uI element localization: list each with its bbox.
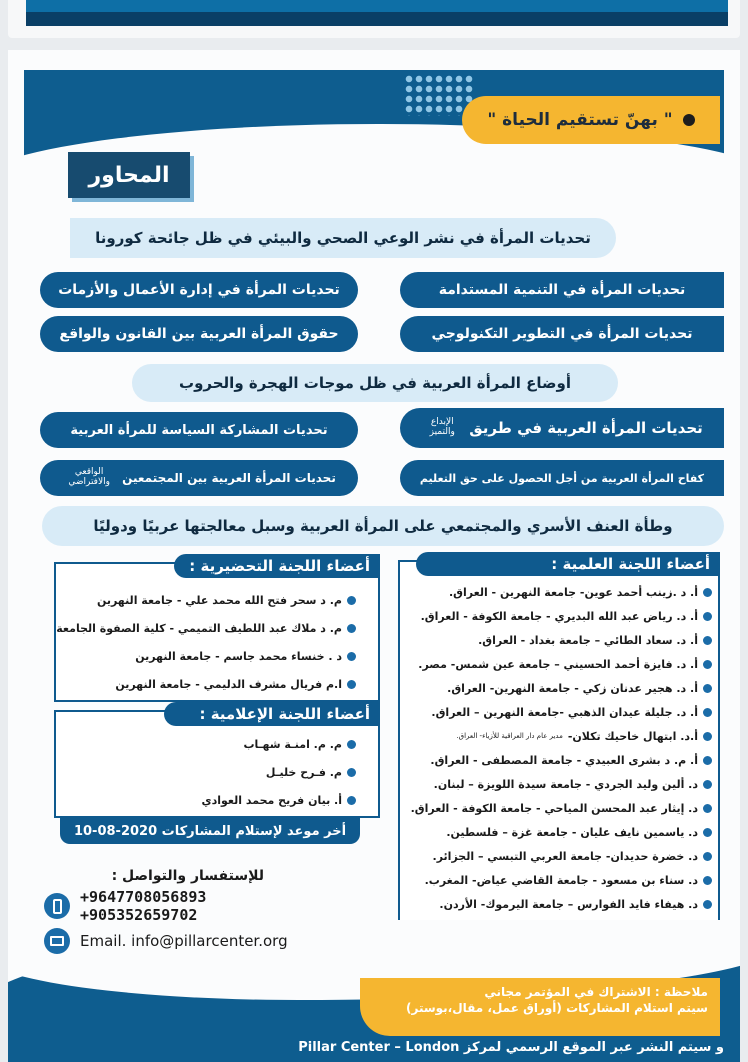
axis-pill-8-text: تحديات المرأة العربية في طريق: [469, 419, 703, 437]
contact-block: [44, 868, 374, 954]
bullet-icon: [703, 708, 712, 717]
phone-icon: [44, 893, 70, 919]
bullet-icon: [703, 660, 712, 669]
list-item: د. سناء بن مسعود - جامعة القاضي عياض- المغرب.: [412, 868, 712, 892]
list-item: ا.م فريال مشرف الدليمي - جامعة النهرين: [46, 670, 356, 698]
axis-pill-1: تحديات المرأة في نشر الوعي الصحي والبيئي في ظل جائحة كورونا: [70, 218, 616, 258]
bullet-icon: [703, 756, 712, 765]
list-item: أ. د. هجير عدنان زكي - جامعة النهرين- العراق.: [412, 676, 712, 700]
list-item: د . خنساء محمد جاسم - جامعة النهرين: [46, 642, 356, 670]
bullet-icon: [703, 636, 712, 645]
preparatory-committee-list: [46, 586, 356, 698]
publication-note: و سيتم النشر عبر الموقع الرسمي لمركز Pillar Center – London: [298, 1040, 724, 1055]
slogan-text: " بهنّ تستقيم الحياة ": [487, 110, 673, 130]
list-item: أ. د. سعاد الطائي – جامعة بغداد - العراق.: [412, 628, 712, 652]
deadline-banner: أخر موعد لإستلام المشاركات 2020-08-10: [60, 818, 360, 844]
top-stripe: [26, 0, 728, 12]
list-item: أ. د. جليلة عيدان الذهبي -جامعة النهرين – العراق.: [412, 700, 712, 724]
note-line-2: سيتم استلام المشاركات (أوراق عمل، مقال،بوستر): [406, 1001, 708, 1016]
axis-pill-9: [40, 460, 358, 496]
list-item: د. إيثار عبد المحسن المياحي - جامعة الكوفة - العراق.: [412, 796, 712, 820]
axis-pill-3: تحديات المرأة في التنمية المستدامة: [400, 272, 724, 308]
media-committee-list: [46, 730, 356, 814]
axis-pill-8: [400, 408, 724, 448]
list-item: أ. د. فايزة أحمد الحسيني – جامعة عين شمس- مصر.: [412, 652, 712, 676]
axis-pill-10: كفاح المرأة العربية من أجل الحصول على حق التعليم: [400, 460, 724, 496]
axis-pill-9-text: تحديات المرأة العربية بين المجتمعين: [122, 471, 336, 485]
bullet-icon: [347, 680, 356, 689]
list-item: أ. بيان فريح محمد العوادي: [46, 786, 356, 814]
list-item: م. م. امنـة شهـاب: [46, 730, 356, 758]
axis-pill-4: حقوق المرأة العربية بين القانون والواقع: [40, 316, 358, 352]
list-item: م. د ملاك عبد اللطيف التميمي - كلية الصفوة الجامعة: [46, 614, 356, 642]
axes-title: المحاور: [68, 152, 190, 198]
slogan-banner: [462, 96, 720, 144]
axis-pill-7: تحديات المشاركة السياسة للمرأة العربية: [40, 412, 358, 448]
email-link[interactable]: Email. info@pillarcenter.org: [80, 932, 288, 950]
contact-label: للإستفسار والتواصل :: [111, 868, 264, 884]
scientific-committee-list: [412, 580, 712, 916]
previous-page-card: [8, 0, 740, 38]
bullet-icon: [703, 612, 712, 621]
scientific-committee-title: أعضاء اللجنة العلمية :: [416, 552, 720, 576]
bullet-icon: [703, 684, 712, 693]
bullet-icon: [347, 796, 356, 805]
phone-row: [44, 888, 374, 924]
mail-icon: [44, 928, 70, 954]
list-item: د. هيفاء فايد الفوارس – جامعة اليرموك- الأردن.: [412, 892, 712, 916]
bullet-icon: [703, 852, 712, 861]
axis-pill-9-small: الواقعي والافتراضي: [68, 467, 110, 487]
list-item: م. فـرح خليـل: [46, 758, 356, 786]
list-item: أ. م. د بشرى العبيدي - جامعة المصطفى - العراق.: [412, 748, 712, 772]
bullet-icon: [347, 740, 356, 749]
bullet-icon: [347, 652, 356, 661]
email-row: [44, 928, 374, 954]
axis-pill-11: وطأة العنف الأسري والمجتمعي على المرأة العربية وسبل معالجتها عربيًا ودوليًا: [42, 506, 724, 546]
preparatory-committee-title: أعضاء اللجنة التحضيرية :: [174, 554, 380, 578]
bullet-icon: [703, 588, 712, 597]
bullet-icon: [703, 732, 712, 741]
bullet-icon: [683, 114, 695, 126]
top-stripe-dark: [26, 12, 728, 26]
bullet-icon: [347, 768, 356, 777]
bullet-icon: [347, 596, 356, 605]
note-line-1: ملاحظة : الاشتراك في المؤتمر مجاني: [484, 985, 708, 999]
list-item: د. ألين وليد الجردي - جامعة سيدة اللويزة – لبنان.: [412, 772, 712, 796]
axis-pill-8-small: الإبداع والتميز: [429, 417, 455, 437]
list-item: د. خضرة حديدان- جامعة العربي التبسي – الجزائر.: [412, 844, 712, 868]
bullet-icon: [703, 900, 712, 909]
list-item: أ.د. ابتهال خاحيك تكلان- مدير عام دار العراقية للأزياء- العراق.: [412, 724, 712, 748]
list-item: أ. د .زينب أحمد عوين- جامعة النهرين - العراق.: [412, 580, 712, 604]
bullet-icon: [703, 780, 712, 789]
axis-pill-6: أوضاع المرأة العربية في ظل موجات الهجرة والحروب: [132, 364, 618, 402]
note-banner: [360, 978, 720, 1036]
conference-poster: [8, 50, 740, 1062]
bullet-icon: [703, 828, 712, 837]
axis-pill-5: تحديات المرأة في التطوير التكنولوجي: [400, 316, 724, 352]
list-item: م. د سحر فتح الله محمد علي - جامعة النهرين: [46, 586, 356, 614]
list-item: أ. د. رياض عبد الله البديري - جامعة الكوفة - العراق.: [412, 604, 712, 628]
phone-number-1[interactable]: +9647708056893: [80, 888, 207, 906]
media-committee-title: أعضاء اللجنة الإعلامية :: [164, 702, 380, 726]
bullet-icon: [347, 624, 356, 633]
bullet-icon: [703, 804, 712, 813]
list-item: د. ياسمين نايف عليان - جامعة غزة – فلسطين.: [412, 820, 712, 844]
bullet-icon: [703, 876, 712, 885]
phone-number-2[interactable]: +905352659702: [80, 906, 198, 924]
axis-pill-2: تحديات المرأة في إدارة الأعمال والأزمات: [40, 272, 358, 308]
